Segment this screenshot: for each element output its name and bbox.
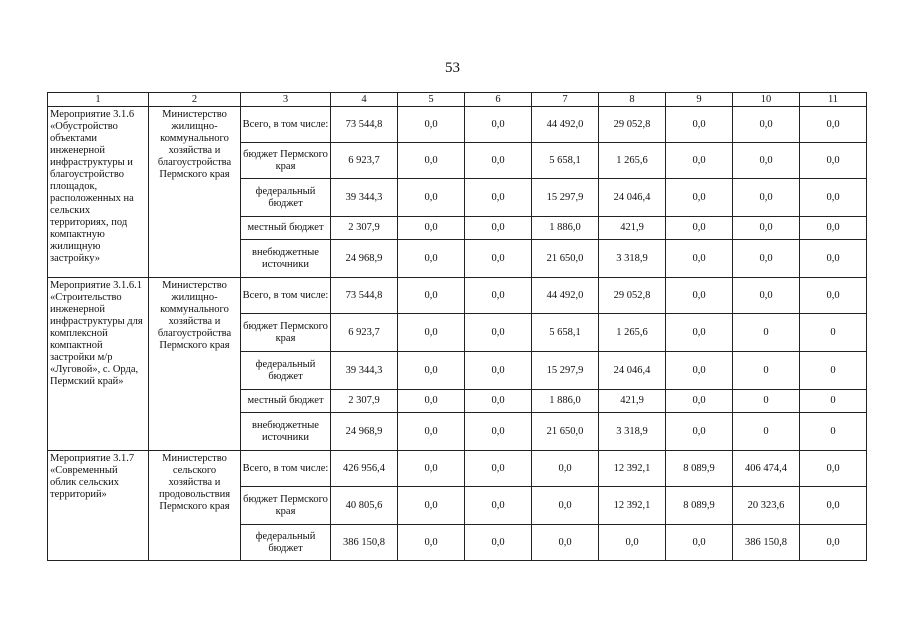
amount-cell: 0,0 [666,525,733,561]
funding-source-cell: бюджет Пермского края [241,143,331,179]
amount-cell: 0,0 [666,390,733,413]
funding-source-cell: местный бюджет [241,390,331,413]
amount-cell: 3 318,9 [599,240,666,278]
event-name-cell: Мероприятие 3.1.7 «Современный облик сельских территорий» [48,451,149,561]
column-header: 2 [149,93,241,107]
amount-cell: 0,0 [398,179,465,217]
amount-cell: 0,0 [666,240,733,278]
column-header: 1 [48,93,149,107]
table-row [48,278,867,314]
funding-source-cell: внебюджетные источники [241,240,331,278]
amount-cell: 0,0 [532,525,599,561]
amount-cell: 44 492,0 [532,278,599,314]
table-row [48,107,867,143]
amount-cell: 15 297,9 [532,352,599,390]
column-header: 11 [800,93,867,107]
funding-source-cell: внебюджетные источники [241,413,331,451]
amount-cell: 0 [733,352,800,390]
amount-cell: 386 150,8 [733,525,800,561]
amount-cell: 0,0 [465,143,532,179]
amount-cell: 0,0 [800,278,867,314]
amount-cell: 0 [733,314,800,352]
amount-cell: 0 [800,413,867,451]
amount-cell: 0,0 [465,217,532,240]
column-header: 3 [241,93,331,107]
amount-cell: 24 968,9 [331,413,398,451]
amount-cell: 0 [800,314,867,352]
amount-cell: 39 344,3 [331,352,398,390]
amount-cell: 15 297,9 [532,179,599,217]
amount-cell: 3 318,9 [599,413,666,451]
amount-cell: 0,0 [465,240,532,278]
amount-cell: 29 052,8 [599,107,666,143]
amount-cell: 0,0 [398,240,465,278]
column-header: 8 [599,93,666,107]
amount-cell: 0,0 [465,107,532,143]
event-name-cell: Мероприятие 3.1.6 «Обустройство объектами инженерной инфраструктуры и благоустройство площадок, расположенных на сельских территориях, под компактную жилищную застройку» [48,107,149,278]
table-body [48,93,867,561]
page-number: 53 [445,60,460,76]
amount-cell: 0,0 [398,451,465,487]
amount-cell: 39 344,3 [331,179,398,217]
column-header-row [48,93,867,107]
column-header: 4 [331,93,398,107]
column-header: 9 [666,93,733,107]
amount-cell: 0,0 [800,525,867,561]
amount-cell: 406 474,4 [733,451,800,487]
budget-table [47,92,867,561]
amount-cell: 0,0 [666,352,733,390]
amount-cell: 0,0 [532,487,599,525]
amount-cell: 0,0 [465,314,532,352]
event-name-cell: Мероприятие 3.1.6.1 «Строительство инженерной инфраструктуры для комплексной компактной застройки м/р «Луговой», с. Орда, Пермский край» [48,278,149,451]
amount-cell: 29 052,8 [599,278,666,314]
column-header: 10 [733,93,800,107]
amount-cell: 21 650,0 [532,413,599,451]
funding-source-cell: бюджет Пермского края [241,314,331,352]
amount-cell: 0,0 [666,314,733,352]
amount-cell: 0,0 [666,179,733,217]
funding-source-cell: федеральный бюджет [241,352,331,390]
amount-cell: 0,0 [800,240,867,278]
column-header: 6 [465,93,532,107]
column-header: 7 [532,93,599,107]
amount-cell: 0,0 [465,451,532,487]
amount-cell: 0,0 [666,217,733,240]
funding-source-cell: федеральный бюджет [241,525,331,561]
amount-cell: 0,0 [398,143,465,179]
amount-cell: 6 923,7 [331,143,398,179]
amount-cell: 5 658,1 [532,143,599,179]
amount-cell: 1 265,6 [599,143,666,179]
amount-cell: 1 886,0 [532,217,599,240]
column-header: 5 [398,93,465,107]
amount-cell: 0,0 [398,487,465,525]
amount-cell: 2 307,9 [331,390,398,413]
amount-cell: 0,0 [398,314,465,352]
amount-cell: 24 046,4 [599,179,666,217]
amount-cell: 0,0 [800,143,867,179]
amount-cell: 0,0 [733,217,800,240]
amount-cell: 12 392,1 [599,451,666,487]
amount-cell: 0,0 [465,352,532,390]
amount-cell: 1 886,0 [532,390,599,413]
amount-cell: 2 307,9 [331,217,398,240]
amount-cell: 0,0 [599,525,666,561]
amount-cell: 0,0 [398,217,465,240]
amount-cell: 0 [733,413,800,451]
amount-cell: 5 658,1 [532,314,599,352]
amount-cell: 1 265,6 [599,314,666,352]
amount-cell: 0,0 [465,487,532,525]
funding-source-cell: местный бюджет [241,217,331,240]
funding-source-cell: бюджет Пермского края [241,487,331,525]
amount-cell: 73 544,8 [331,107,398,143]
amount-cell: 0,0 [666,278,733,314]
amount-cell: 0,0 [733,240,800,278]
amount-cell: 0,0 [733,179,800,217]
amount-cell: 0 [800,352,867,390]
amount-cell: 0,0 [465,278,532,314]
amount-cell: 0,0 [398,107,465,143]
amount-cell: 0 [800,390,867,413]
funding-source-cell: Всего, в том числе: [241,107,331,143]
amount-cell: 21 650,0 [532,240,599,278]
amount-cell: 6 923,7 [331,314,398,352]
amount-cell: 0,0 [800,451,867,487]
amount-cell: 0,0 [465,413,532,451]
amount-cell: 0,0 [800,217,867,240]
amount-cell: 0,0 [800,107,867,143]
amount-cell: 40 805,6 [331,487,398,525]
amount-cell: 0,0 [532,451,599,487]
amount-cell: 386 150,8 [331,525,398,561]
amount-cell: 0,0 [666,413,733,451]
amount-cell: 0,0 [398,352,465,390]
amount-cell: 73 544,8 [331,278,398,314]
amount-cell: 0,0 [733,143,800,179]
amount-cell: 0 [733,390,800,413]
table-row [48,451,867,487]
amount-cell: 24 046,4 [599,352,666,390]
amount-cell: 426 956,4 [331,451,398,487]
amount-cell: 0,0 [800,487,867,525]
amount-cell: 421,9 [599,217,666,240]
executor-cell: Министерство сельского хозяйства и продовольствия Пермского края [149,451,241,561]
amount-cell: 0,0 [666,107,733,143]
amount-cell: 0,0 [398,278,465,314]
amount-cell: 8 089,9 [666,487,733,525]
funding-source-cell: Всего, в том числе: [241,278,331,314]
amount-cell: 0,0 [733,107,800,143]
executor-cell: Министерство жилищно-коммунального хозяйства и благоустройства Пермского края [149,278,241,451]
amount-cell: 0,0 [465,390,532,413]
amount-cell: 0,0 [465,525,532,561]
amount-cell: 0,0 [398,390,465,413]
amount-cell: 20 323,6 [733,487,800,525]
amount-cell: 0,0 [800,179,867,217]
amount-cell: 8 089,9 [666,451,733,487]
funding-source-cell: федеральный бюджет [241,179,331,217]
amount-cell: 0,0 [398,413,465,451]
amount-cell: 421,9 [599,390,666,413]
funding-source-cell: Всего, в том числе: [241,451,331,487]
amount-cell: 0,0 [398,525,465,561]
executor-cell: Министерство жилищно-коммунального хозяйства и благоустройства Пермского края [149,107,241,278]
amount-cell: 12 392,1 [599,487,666,525]
amount-cell: 0,0 [733,278,800,314]
amount-cell: 24 968,9 [331,240,398,278]
amount-cell: 0,0 [666,143,733,179]
amount-cell: 0,0 [465,179,532,217]
amount-cell: 44 492,0 [532,107,599,143]
